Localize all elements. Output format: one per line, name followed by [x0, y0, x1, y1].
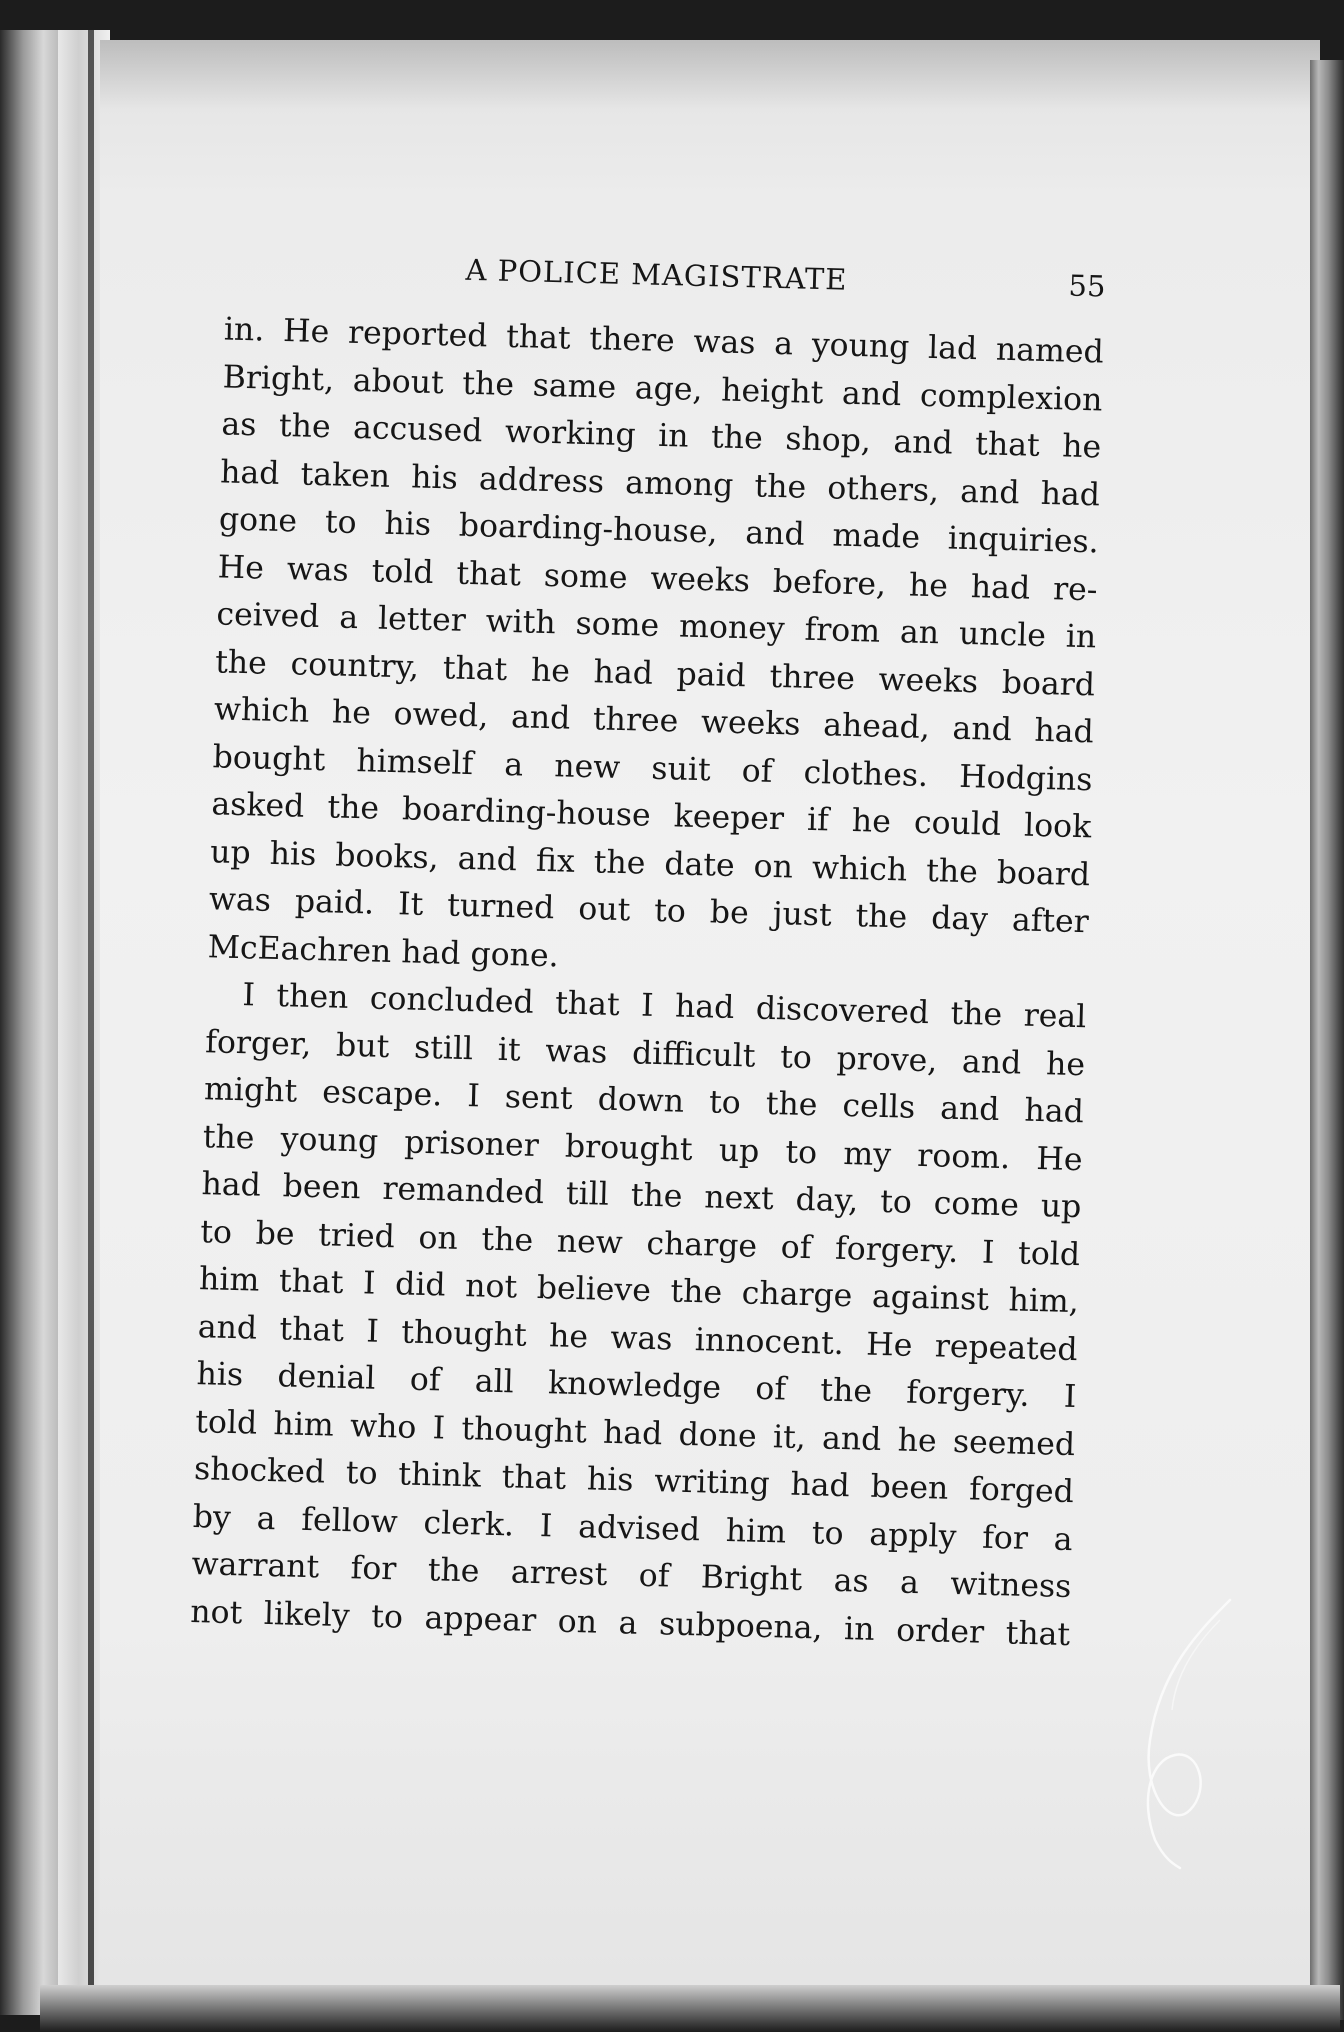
text-line: told him who I thought had done it, and he seemed [194, 1403, 1076, 1463]
text-line: bought himself a new suit of clothes. Hodgins [212, 738, 1093, 798]
text-line: forger, but still it was difficult to prove, and he [204, 1023, 1086, 1083]
text-line: which he owed, and three weeks ahead, and had [213, 691, 1095, 751]
text-line: him that I did not believe the charge against him, [198, 1261, 1080, 1321]
text-line: not likely to appear on a subpoena, in order that [189, 1593, 1071, 1653]
gutter-binding-line [88, 30, 94, 2015]
text-line: was paid. It turned out to be just the day after [208, 881, 1090, 941]
paragraph-1 [207, 306, 1104, 994]
text-line: his denial of all knowledge of the forgery. I [196, 1356, 1077, 1416]
text-line: gone to his boarding-house, and made inquiries. [218, 501, 1100, 561]
text-line: in. He reported that there was a young lad named [223, 311, 1105, 371]
text-line: asked the boarding-house keeper if he could look [211, 786, 1092, 846]
page-top-shadow [100, 40, 1320, 110]
text-line: and that I thought he was innocent. He repeated [197, 1308, 1079, 1368]
text-line: McEachren had gone. [207, 928, 560, 974]
text-line: warrant for the arrest of Bright as a witness [191, 1546, 1072, 1606]
text-line: the young prisoner brought up to my room. He [202, 1118, 1084, 1178]
text-line: I then concluded that I had discovered the real [242, 977, 1087, 1036]
text-line: by a fellow clerk. I advised him to apply for a [192, 1498, 1074, 1558]
text-line: up his books, and fix the date on which the board [209, 833, 1091, 893]
pencil-mark [1080, 1590, 1240, 1870]
text-line: the country, that he had paid three weeks board [214, 643, 1096, 703]
text-line: might escape. I sent down to the cells and had [203, 1071, 1085, 1131]
previous-page-edge [0, 30, 58, 2015]
text-line: had taken his address among the others, and had [219, 453, 1101, 513]
running-title: A POLICE MAGISTRATE [465, 252, 848, 297]
page-bottom-shadow [40, 1985, 1340, 2032]
text-line: He was told that some weeks before, he had re- [217, 548, 1098, 608]
text-line: to be tried on the new charge of forgery. I told [199, 1213, 1081, 1273]
text-line: as the accused working in the shop, and that he [221, 406, 1102, 466]
page-stack-edge [1310, 60, 1344, 2020]
page-number: 55 [1068, 268, 1106, 304]
text-line: shocked to think that his writing had been forged [193, 1451, 1075, 1511]
text-line: Bright, about the same age, height and complexion [222, 358, 1103, 418]
text-line: had been remanded till the next day, to come up [201, 1166, 1082, 1226]
paragraph-2 [190, 971, 1087, 1659]
page-text [190, 246, 1106, 1659]
text-line: ceived a letter with some money from an uncle in [216, 596, 1097, 656]
